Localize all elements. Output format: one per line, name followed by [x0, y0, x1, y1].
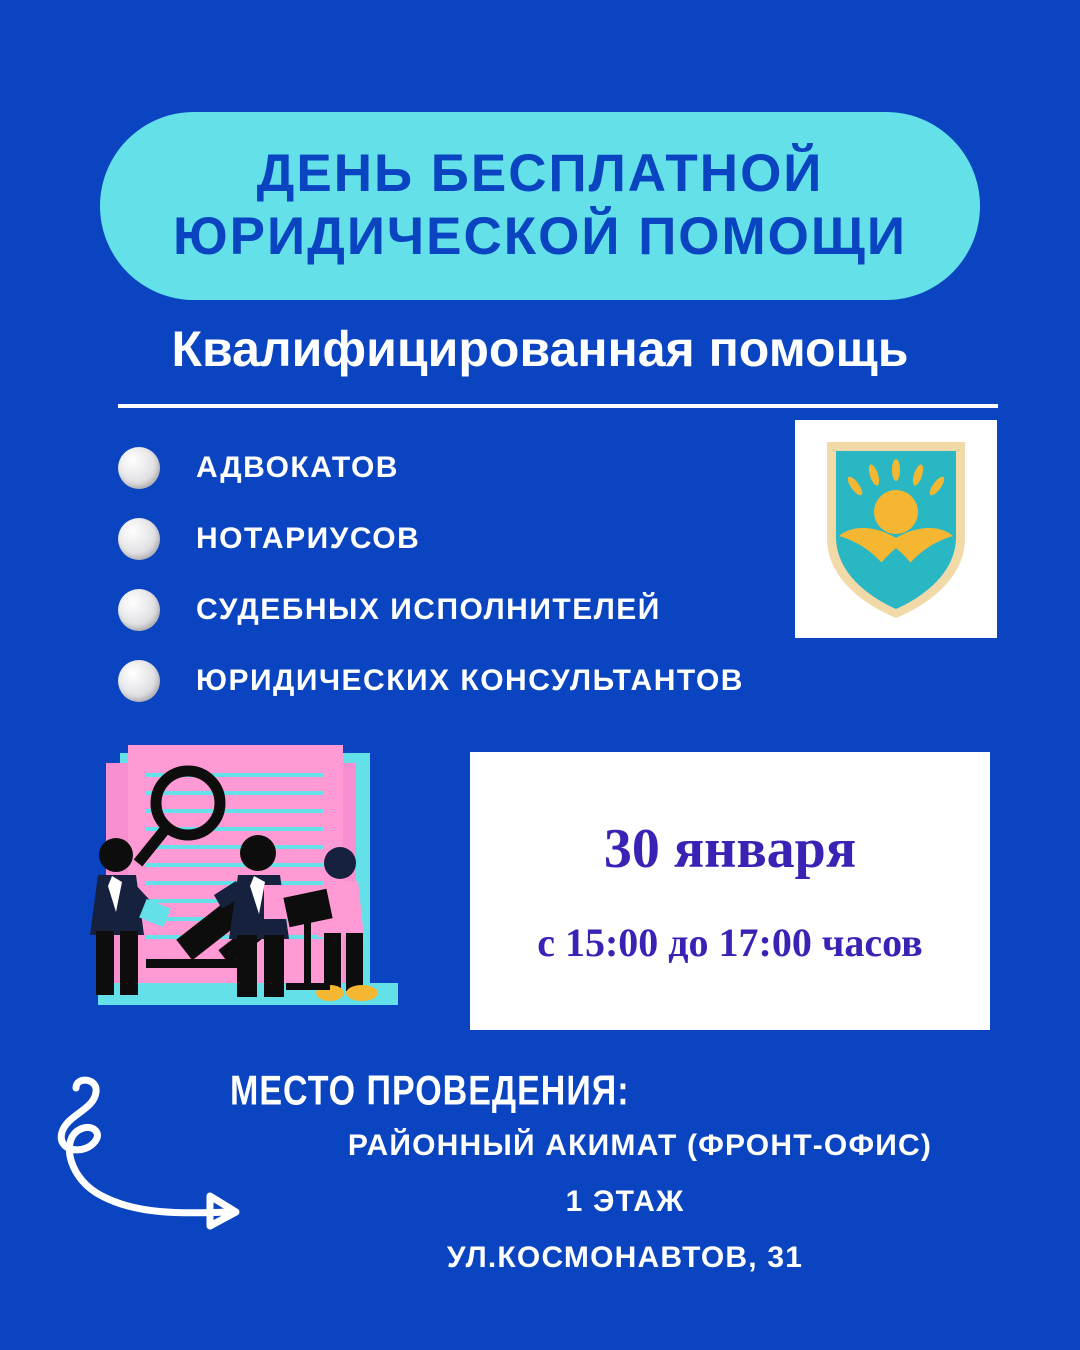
services-list	[118, 432, 818, 716]
bullet-dot-icon	[118, 660, 160, 702]
list-item-label: ЮРИДИЧЕСКИХ КОНСУЛЬТАНТОВ	[196, 663, 744, 697]
venue-line-2: 1 ЭТАЖ	[565, 1185, 685, 1218]
subtitle: Квалифицированная помощь	[171, 321, 909, 377]
list-item	[118, 645, 818, 716]
venue-line-3: УЛ.КОСМОНАВТОВ, 31	[446, 1241, 804, 1274]
venue-block	[230, 1068, 1020, 1275]
list-item-label: НОТАРИУСОВ	[196, 521, 421, 555]
kazakhstan-emblem-icon	[795, 420, 997, 638]
event-time: с 15:00 до 17:00 часов	[537, 919, 923, 965]
list-item	[118, 432, 818, 503]
illustration-svg	[68, 735, 438, 1035]
bullet-dot-icon	[118, 589, 160, 631]
date-card	[470, 752, 990, 1030]
title-line-2: ЮРИДИЧЕСКОЙ ПОМОЩИ	[172, 207, 907, 266]
list-item-label: АДВОКАТОВ	[196, 450, 399, 484]
divider	[118, 404, 998, 408]
event-date: 30 января	[603, 817, 857, 880]
list-item-label: СУДЕБНЫХ ИСПОЛНИТЕЛЕЙ	[196, 592, 661, 626]
list-item	[118, 503, 818, 574]
venue-line-1: РАЙОННЫЙ АКИМАТ (ФРОНТ-ОФИС)	[347, 1129, 933, 1162]
title-line-1: ДЕНЬ БЕСПЛАТНОЙ	[256, 144, 824, 204]
lawyers-with-documents-illustration	[68, 735, 438, 1035]
list-item	[118, 574, 818, 645]
bullet-dot-icon	[118, 447, 160, 489]
bullet-dot-icon	[118, 518, 160, 560]
emblem-container	[795, 420, 997, 638]
venue-heading: МЕСТО ПРОВЕДЕНИЯ:	[230, 1068, 630, 1115]
title-banner	[100, 112, 980, 300]
